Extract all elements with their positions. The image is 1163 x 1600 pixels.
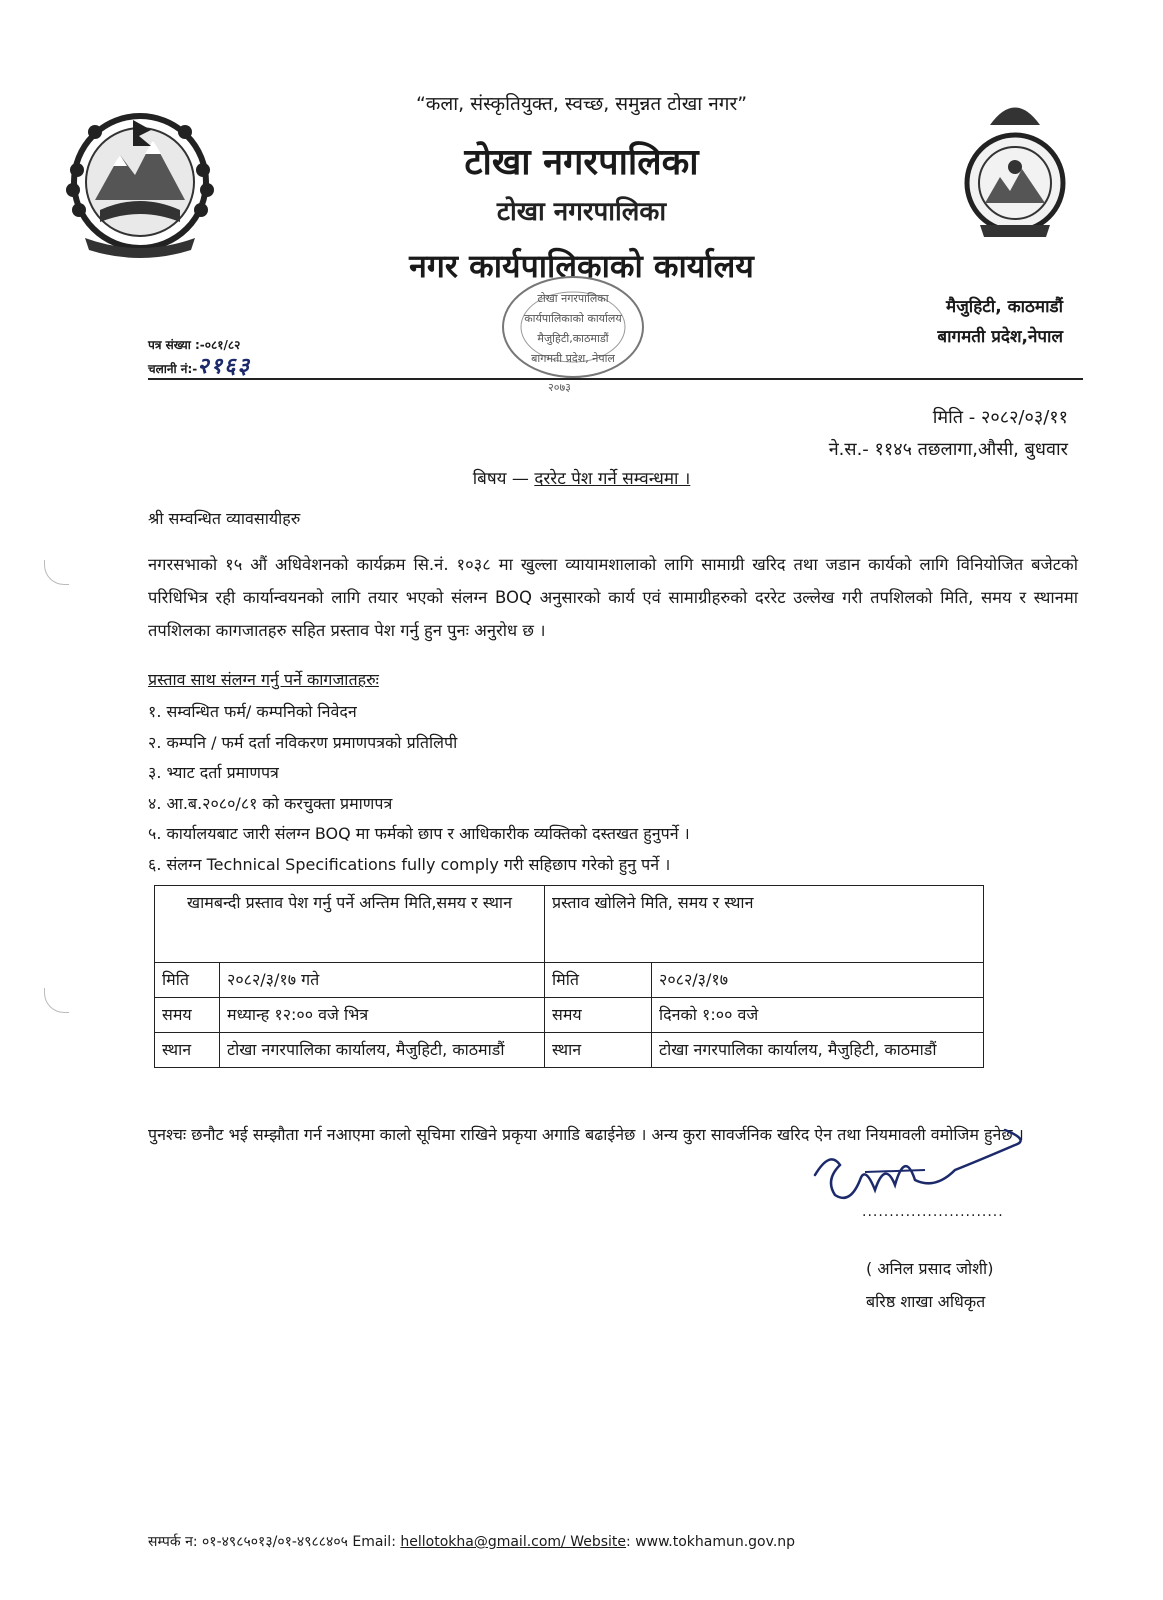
office-name: नगर कार्यपालिकाको कार्यालय xyxy=(409,247,754,285)
table-cell: टोखा नगरपालिका कार्यालय, मैजुहिटी, काठमाडौं xyxy=(652,1033,984,1068)
table-cell: मिति xyxy=(155,963,220,998)
signatory-name: ( अनिल प्रसाद जोशी) xyxy=(866,1259,994,1278)
address-line-2: बागमती प्रदेश,नेपाल xyxy=(937,327,1063,347)
table-cell: समय xyxy=(545,998,652,1033)
table-cell: २०८२/३/१७ xyxy=(652,963,984,998)
document-item: ४. आ.ब.२०८०/८१ को करचुक्ता प्रमाणपत्र xyxy=(148,793,393,813)
punch-hole-mark xyxy=(44,988,69,1013)
website-link[interactable]: www.tokhamun.gov.np xyxy=(635,1534,796,1550)
stamp-line-4: बागमती प्रदेश, नेपाल xyxy=(531,352,615,365)
table-row xyxy=(155,1033,984,1068)
letter-no-label: पत्र संख्या :- xyxy=(148,338,205,352)
table-cell: स्थान xyxy=(545,1033,652,1068)
table-row xyxy=(155,963,984,998)
stamp-line-2: कार्यपालिकाको कार्यालय xyxy=(524,312,622,325)
chalani-label: चलानी नं:- xyxy=(148,362,198,376)
municipality-name: टोखा नगरपालिका xyxy=(464,142,699,183)
table-cell: २०८२/३/१७ गते xyxy=(220,963,545,998)
table-cell: स्थान xyxy=(155,1033,220,1068)
municipality-motto: “कला, संस्कृतियुक्त, स्वच्छ, समुन्नत टोखा नगर” xyxy=(415,93,748,115)
table-cell: मिति xyxy=(545,963,652,998)
table-header-left: खामबन्दी प्रस्ताव पेश गर्नु पर्ने अन्तिम मिति,समय र स्थान xyxy=(155,886,545,963)
stamp-year: २०७३ xyxy=(548,381,571,394)
stamp-line-3: मैजुहिटी,काठमाडौं xyxy=(537,332,609,345)
documents-list xyxy=(148,697,690,880)
letter-no-value: ०८१/८२ xyxy=(204,338,241,352)
subject-line xyxy=(0,466,1163,489)
email-link[interactable]: hellotokha@gmail.com/ Website xyxy=(400,1534,627,1550)
office-stamp xyxy=(498,272,648,382)
header-divider xyxy=(148,378,1083,380)
subject-text: दररेट पेश गर्ने सम्वन्धमा । xyxy=(534,469,691,489)
table-cell: मध्यान्ह १२:०० वजे भित्र xyxy=(220,998,545,1033)
website-label: : xyxy=(626,1534,631,1550)
signatory-designation: बरिष्ठ शाखा अधिकृत xyxy=(866,1292,986,1311)
contact-numbers: ०१-४९८५०१३/०१-४९८८४०५ xyxy=(202,1534,348,1550)
table-cell: समय xyxy=(155,998,220,1033)
document-item: ५. कार्यालयबाट जारी संलग्न BOQ मा फर्मको छाप र आधिकारीक व्यक्तिको दस्तखत हुनुपर्ने । xyxy=(148,824,690,843)
date-block xyxy=(829,402,1068,466)
address-line-1: मैजुहिटी, काठमाडौं xyxy=(946,297,1063,317)
footer-contact xyxy=(148,1532,795,1551)
punch-hole-mark xyxy=(44,560,69,585)
email-label: Email: xyxy=(352,1534,396,1550)
schedule-table xyxy=(154,885,984,1068)
table-cell: दिनको १:०० वजे xyxy=(652,998,984,1033)
table-header-right: प्रस्ताव खोलिने मिति, समय र स्थान xyxy=(545,886,984,963)
date-nepal-sambat: ने.स.- ११४५ तछलागा,औसी, बुधवार xyxy=(828,439,1068,460)
postscript: पुनश्चः छनौट भई सम्झौता गर्न नआएमा कालो सूचिमा राखिने प्रकृया अगाडि बढाईनेछ । अन्य कुरा सावर्जनिक खरिद ऐन तथा नियमावली वमोजिम हुनेछ । xyxy=(148,1125,1024,1144)
signature-dots: .......................... xyxy=(862,1204,1004,1220)
document-item: ३. भ्याट दर्ता प्रमाणपत्र xyxy=(148,763,279,782)
signatory-block xyxy=(866,1252,993,1318)
date-miti: मिति - २०८२/०३/११ xyxy=(932,407,1068,428)
reference-block xyxy=(148,334,251,380)
document-item: १. सम्वन्धित फर्म/ कम्पनिको निवेदन xyxy=(148,702,357,721)
document-item: २. कम्पनि / फर्म दर्ता नविकरण प्रमाणपत्रको प्रतिलिपी xyxy=(148,732,458,752)
recipient: श्री सम्वन्धित व्यावसायीहरु xyxy=(148,509,301,528)
body-paragraph: नगरसभाको १५ औं अधिवेशनको कार्यक्रम सि.नं. १०३८ मा खुल्ला व्यायामशालाको लागि सामाग्री खरिद तथा जडान कार्यको लागि विनियोजित बजेटको परिधिभित्र रही कार्यान्वयनको लागि तयार भएको संलग्न BOQ अनुसारको कार्य एवं सामाग्रीहरुको दररेट उल्लेख गरी तपशिलको मिति, समय र स्थानमा तपशिलका कागजातहरु सहित प्रस्ताव पेश गर्नु हुन पुनः अनुरोध छ । xyxy=(148,555,1078,640)
document-item: ६. संलग्न Technical Specifications fully comply गरी सहिछाप गरेको हुनु पर्ने । xyxy=(148,854,671,874)
office-address xyxy=(937,292,1063,352)
subject-label: बिषय — xyxy=(472,469,529,489)
table-cell: टोखा नगरपालिका कार्यालय, मैजुहिटी, काठमाडौं xyxy=(220,1033,545,1068)
chalani-number: २१६३ xyxy=(197,354,252,379)
table-row xyxy=(155,998,984,1033)
table-header-row xyxy=(155,886,984,963)
stamp-line-1: टोखा नगरपालिका xyxy=(537,292,609,305)
municipality-name-stamped: टोखा नगरपालिका xyxy=(496,197,667,227)
contact-label: सम्पर्क न: xyxy=(148,1534,198,1550)
documents-title: प्रस्ताव साथ संलग्न गर्नु पर्ने कागजातहरुः xyxy=(148,670,379,689)
